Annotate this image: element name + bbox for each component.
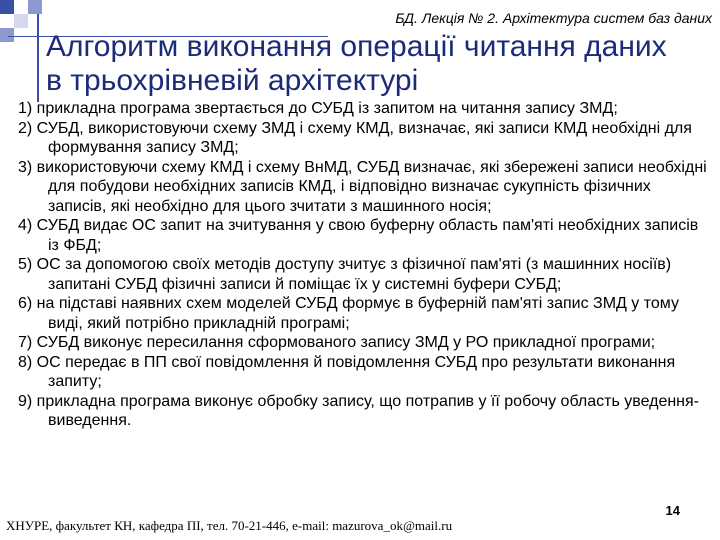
footer-contact: ХНУРЕ, факультет КН, кафедра ПІ, тел. 70-21-446, e-mail: mazurova_ok@mail.ru [6, 518, 453, 533]
list-item: 2) СУБД, використовуючи схему ЗМД і схему КМД, визначає, які записи КМД необхідні для формування запису ЗМД; [18, 119, 692, 156]
list-item: 4) СУБД видає ОС запит на зчитування у свою буферну область пам'яті необхідних записів із ФБД; [18, 217, 699, 254]
steps-list [18, 99, 708, 431]
page-number: 14 [665, 503, 680, 518]
vertical-accent-line [37, 14, 39, 102]
list-item: 9) прикладна програма виконує обробку запису, що потрапив у її робочу область уведення-виведення. [18, 392, 700, 429]
list-item: 1) прикладна програма звертається до СУБД із запитом на читання запису ЗМД; [18, 100, 618, 117]
list-item: 8) ОС передає в ПП свої повідомлення й повідомлення СУБД про результати виконання запиту; [18, 353, 676, 390]
lecture-header: БД. Лекція № 2. Архітектура систем баз даних [395, 10, 712, 26]
slide-title: Алгоритм виконання операції читання даних в трьохрівневій архітектурі [46, 30, 667, 97]
list-item: 5) ОС за допомогою своїх методів доступу зчитує з фізичної пам'яті (з машинних носіїв) запитані СУБД фізичні записи й поміщає їх у системні буфери СУБД; [18, 256, 672, 293]
list-item: 7) СУБД виконує пересилання сформованого запису ЗМД у РО прикладної програми; [18, 334, 656, 351]
list-item: 3) використовуючи схему КМД і схему ВнМД, СУБД визначає, які збережені записи необхідні для побудови необхідних записів КМД, і відповідно визначає сукупність фізичних записів, які необхідно для цього зчитати з машинного носія; [18, 158, 707, 215]
list-item: 6) на підставі наявних схем моделей СУБД формує в буферній пам'яті запис ЗМД у тому виді, який потрібно прикладній програмі; [18, 295, 679, 332]
